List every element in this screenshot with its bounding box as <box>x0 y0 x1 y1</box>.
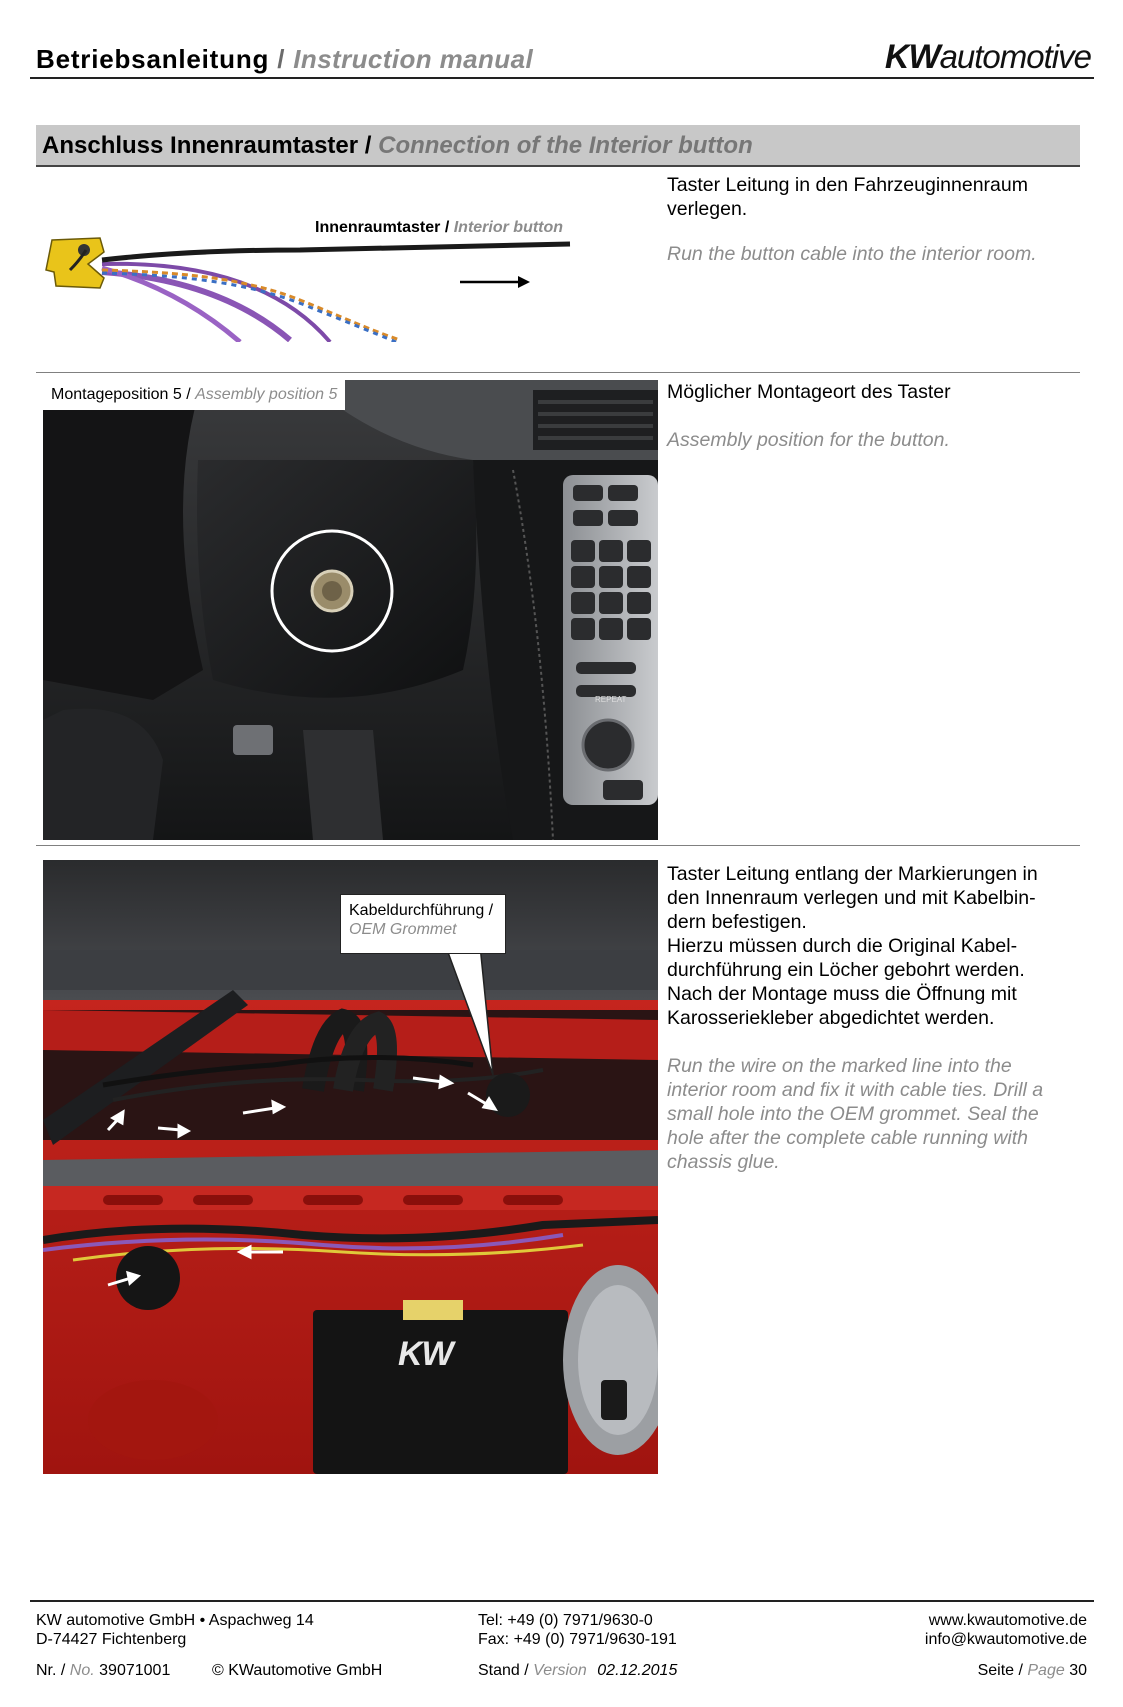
step3-de-line: Nach der Montage muss die Öffnung mit <box>667 983 1017 1005</box>
footer-divider <box>30 1600 1094 1602</box>
stand-value: 02.12.2015 <box>597 1662 678 1679</box>
interior-photo <box>43 380 658 840</box>
step3-de-line: den Innenraum verlegen und mit Kabelbin- <box>667 887 1036 909</box>
step3-text <box>667 862 1087 1174</box>
section-title-separator: / <box>364 132 372 159</box>
step2-text <box>667 380 1087 452</box>
footer-tel: Tel: +49 (0) 7971/9630-0 <box>478 1612 653 1629</box>
kw-logo <box>885 38 1091 77</box>
photo-label <box>43 380 345 410</box>
logo-kw: KW <box>884 38 940 76</box>
step3-de-line: Taster Leitung entlang der Markierungen in <box>667 863 1038 885</box>
page-label-english: Page <box>1027 1662 1065 1679</box>
step3-text-english <box>667 1054 1087 1174</box>
step3-en-line: hole after the complete cable running with <box>667 1127 1028 1149</box>
step3-text-german <box>667 862 1087 1030</box>
footer-address <box>36 1611 314 1649</box>
photo-label-german: Montageposition 5 <box>51 386 182 403</box>
step3-de-line: Karosseriekleber abgedichtet werden. <box>667 1007 995 1029</box>
section-title-german: Anschluss Innenraumtaster <box>42 132 359 159</box>
step1-text-english: Run the button cable into the interior room. <box>667 243 1037 265</box>
grommet-callout <box>340 894 506 954</box>
footer-copyright: © KWautomotive GmbH <box>212 1662 383 1679</box>
footer-phone <box>478 1611 677 1649</box>
module-kw-logo: KW <box>398 1335 453 1373</box>
repeat-control-label: REPEAT <box>595 695 627 704</box>
page-label-german: Seite / <box>977 1662 1023 1679</box>
step3-en-line: interior room and fix it with cable ties. Drill a <box>667 1079 1044 1101</box>
row-divider-2 <box>36 845 1080 846</box>
step3-de-line: Hierzu müssen durch die Original Kabel- <box>667 935 1018 957</box>
page-number: 30 <box>1069 1662 1087 1679</box>
step3-de-line: dern befestigen. <box>667 911 807 933</box>
nr-label-german: Nr. / <box>36 1662 66 1679</box>
engine-bay-photo <box>43 860 658 1474</box>
step2-text-german: Möglicher Montageort des Taster <box>667 381 951 403</box>
step3-en-line: Run the wire on the marked line into the <box>667 1055 1012 1077</box>
step3-en-line: chassis glue. <box>667 1151 780 1173</box>
stand-label-english: Version <box>533 1662 587 1679</box>
section-header-bar <box>36 125 1080 167</box>
figure-label <box>315 219 563 237</box>
callout-english: OEM Grommet <box>349 921 457 938</box>
footer-fax: Fax: +49 (0) 7971/9630-191 <box>478 1631 677 1648</box>
figure-label-separator: / <box>444 219 450 236</box>
footer-company: KW automotive GmbH • Aspachweg 14 <box>36 1612 314 1629</box>
footer-page <box>978 1661 1087 1680</box>
nr-label-english: No. <box>69 1662 95 1679</box>
section-title-english: Connection of the Interior button <box>378 132 753 159</box>
step1-text-german: Taster Leitung in den Fahrzeuginnenraum verlegen. <box>667 174 1028 220</box>
cable-figure <box>40 220 580 342</box>
step2-text-english: Assembly position for the button. <box>667 429 950 451</box>
dashboard-image <box>43 380 658 840</box>
stand-label-german: Stand / <box>478 1662 529 1679</box>
header-divider <box>30 77 1094 79</box>
figure-label-english: Interior button <box>453 219 564 236</box>
footer-web-link[interactable]: www.kwautomotive.de <box>928 1612 1087 1629</box>
step3-en-line: small hole into the OEM grommet. Seal the <box>667 1103 1039 1125</box>
cable-illustration <box>40 220 580 342</box>
footer-contact <box>925 1611 1087 1649</box>
section-title <box>42 132 753 160</box>
title-english: Instruction manual <box>293 44 534 74</box>
step3-de-line: durchführung ein Löcher gebohrt werden. <box>667 959 1025 981</box>
footer-email-link[interactable]: info@kwautomotive.de <box>924 1631 1087 1648</box>
title-german: Betriebsanleitung <box>36 44 270 74</box>
footer-version <box>478 1661 677 1680</box>
photo-label-separator: / <box>186 386 191 403</box>
figure-label-german: Innenraumtaster <box>315 219 441 236</box>
row-divider-1 <box>36 372 1080 373</box>
callout-german: Kabeldurchführung / <box>349 902 494 919</box>
photo-label-english: Assembly position 5 <box>195 386 338 403</box>
document-title <box>36 44 533 75</box>
title-separator: / <box>277 44 286 74</box>
nr-value: 39071001 <box>99 1662 171 1679</box>
logo-automotive: automotive <box>939 38 1091 75</box>
step1-text <box>667 173 1087 266</box>
footer-city: D-74427 Fichtenberg <box>36 1631 187 1648</box>
footer-number <box>36 1661 170 1680</box>
